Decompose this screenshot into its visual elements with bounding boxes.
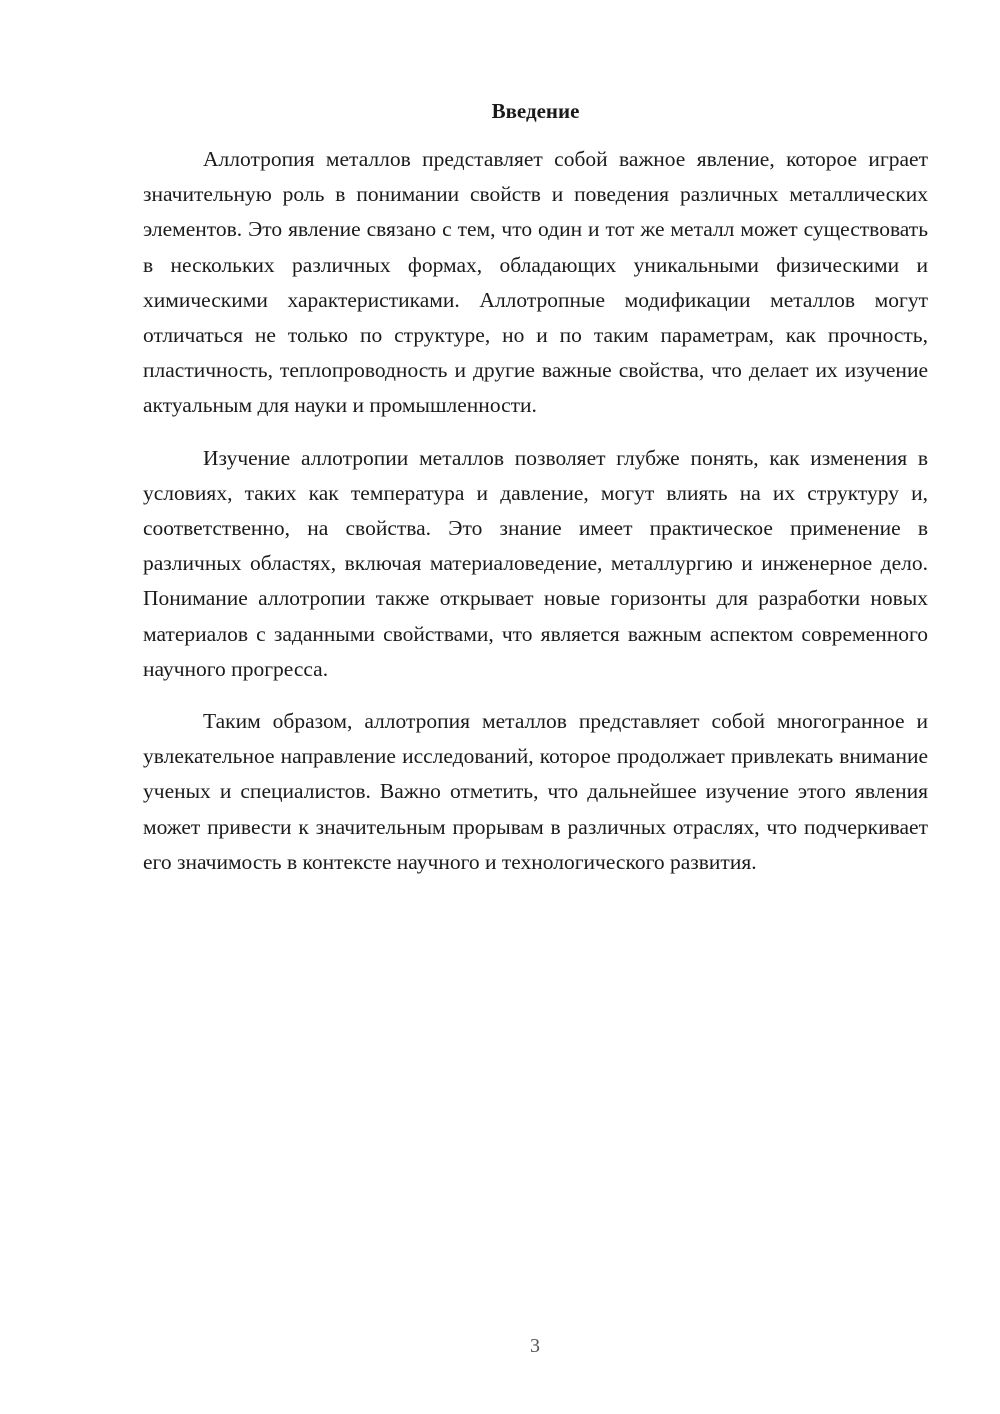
- paragraph-3: Таким образом, аллотропия металлов представляет собой многогранное и увлекательное направление исследований, которое продолжает привлекать внимание ученых и специалистов. Важно отметить, что дальнейшее изучение этого явления может привести к значительным прорывам в различных отраслях, что подчеркивает его значимость в контексте научного и технологического развития.: [143, 709, 928, 874]
- page-title: Введение: [491, 99, 580, 123]
- paragraph-1: Аллотропия металлов представляет собой важное явление, которое играет значительную роль в понимании свойств и поведения различных металлических элементов. Это явление связано с тем, что один и тот же металл может существовать в нескольких различных формах, обладающих уникальными физическими и химическими характеристиками. Аллотропные модификации металлов могут отличаться не только по структуре, но и по таким параметрам, как прочность, пластичность, теплопроводность и другие важные свойства, что делает их изучение актуальным для науки и промышленности.: [143, 147, 928, 418]
- body-text: [143, 142, 928, 897]
- page-number: 3: [530, 1335, 540, 1357]
- paragraph-2: Изучение аллотропии металлов позволяет глубже понять, как изменения в условиях, таких как температура и давление, могут влиять на их структуру и, соответственно, на свойства. Это знание имеет практическое применение в различных областях, включая материаловедение, металлургию и инженерное дело. Понимание аллотропии также открывает новые горизонты для разработки новых материалов с заданными свойствами, что является важным аспектом современного научного прогресса.: [143, 445, 928, 681]
